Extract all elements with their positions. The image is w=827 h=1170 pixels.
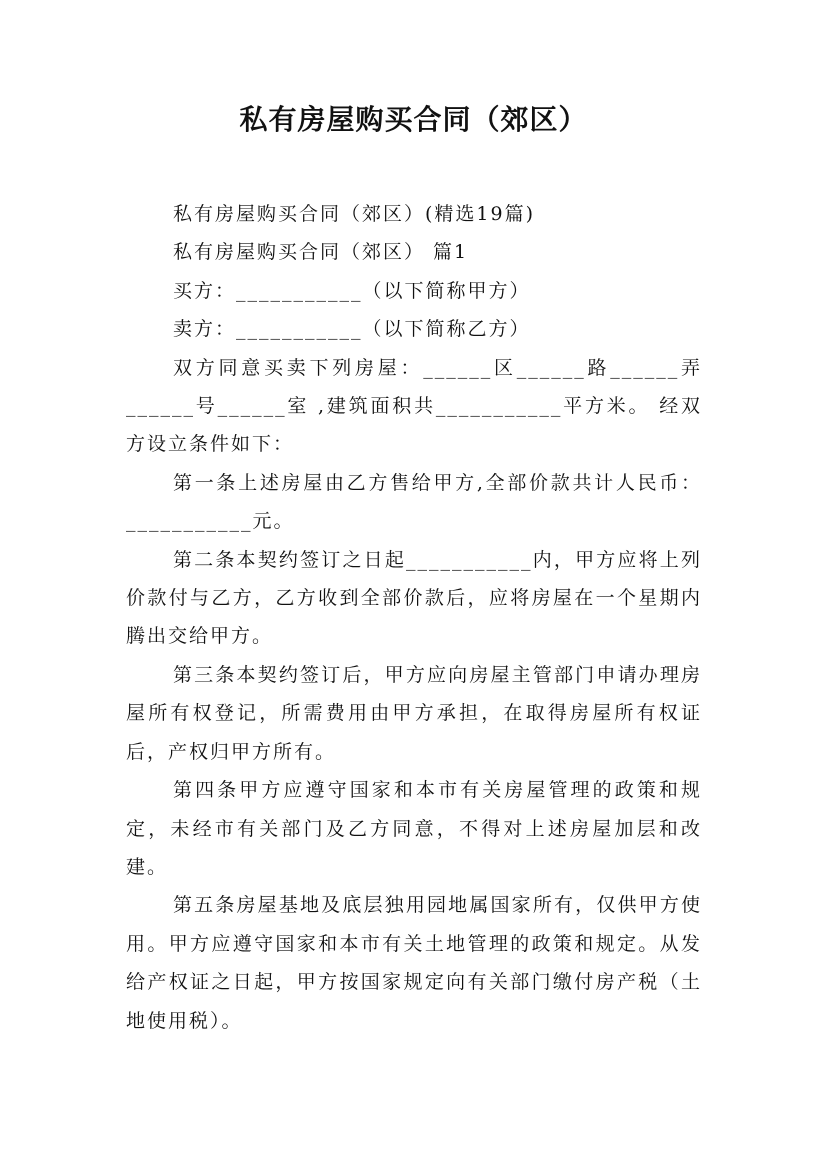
paragraph-seller: 卖方：___________（以下简称乙方）: [173, 318, 531, 341]
paragraph-article-1: 第一条上述房屋由乙方售给甲方,全部价款共计人民币：___________元。: [126, 471, 702, 533]
paragraph-article-3: 第三条本契约签订后，甲方应向房屋主管部门申请办理房屋所有权登记，所需费用由甲方承担，在取得房屋所有权证后，产权归甲方所有。: [126, 663, 702, 763]
document-title: 私有房屋购买合同（郊区）: [239, 103, 588, 136]
paragraph-article-2: 第二条本契约签订之日起___________内，甲方应将上列价款付与乙方，乙方收到全部价款后，应将房屋在一个星期内腾出交给甲方。: [126, 548, 702, 648]
paragraph-subtitle: 私有房屋购买合同（郊区）(精选19篇): [173, 203, 536, 225]
paragraph-article-5: 第五条房屋基地及底层独用园地属国家所有，仅供甲方使用。甲方应遵守国家和本市有关土地管理的政策和规定。从发给产权证之日起，甲方按国家规定向有关部门缴付房产税（土地使用税）。: [126, 894, 702, 1032]
paragraph-section-heading: 私有房屋购买合同（郊区） 篇1: [173, 241, 469, 264]
paragraph-article-4: 第四条甲方应遵守国家和本市有关房屋管理的政策和规定，未经市有关部门及乙方同意，不得对上述房屋加层和改建。: [126, 779, 702, 878]
document-body: [126, 195, 702, 1040]
paragraph-buyer: 买方：___________（以下简称甲方）: [173, 279, 531, 302]
paragraph-property: 双方同意买卖下列房屋：______区______路______弄______号______室 ,建筑面积共___________平方米。 经双方设立条件如下：: [126, 356, 702, 456]
